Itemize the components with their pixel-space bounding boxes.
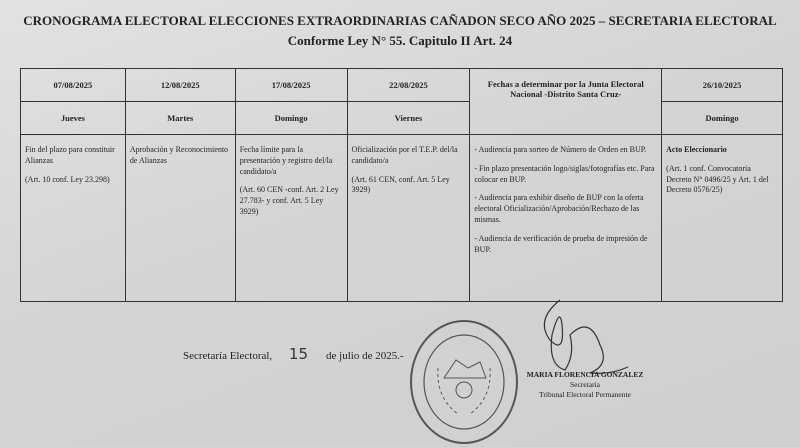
content-cell	[235, 135, 347, 302]
cell-text: - Fin plazo presentación logo/siglas/fotografías etc. Para colocar en BUP.	[474, 163, 655, 184]
cell-text: Oficialización por el T.E.P. del/la candidato/a	[351, 145, 458, 165]
cell-text: (Art. 60 CEN -conf. Art. 2 Ley 27.783- y conf. Art. 5 Ley 3929)	[239, 185, 339, 216]
date-cell: Fechas a determinar por la Junta Electoral Nacional -Distrito Santa Cruz-	[470, 69, 662, 135]
cell-text: Aprobación y Reconocimiento de Alianzas	[129, 145, 229, 165]
schedule-table	[20, 68, 783, 302]
cell-text: Fin del plazo para constituir Alianzas	[25, 145, 115, 165]
cell-text: Fecha límite para la presentación y registro del/la candidato/a	[239, 145, 333, 176]
content-cell	[125, 135, 235, 302]
date-cell: 12/08/2025	[125, 69, 235, 102]
content-cell	[21, 135, 126, 302]
signer-org: Tribunal Electoral Permanente	[539, 390, 631, 400]
date-cell: 22/08/2025	[347, 69, 470, 102]
day-cell: Domingo	[662, 102, 783, 135]
date-text: de julio de 2025.-	[326, 350, 404, 362]
day-cell: Viernes	[347, 102, 470, 135]
signer-role: Secretaria	[570, 380, 600, 390]
cell-text: (Art. 10 conf. Ley 23.298)	[25, 174, 110, 184]
day-cell: Martes	[125, 102, 235, 135]
content-cell	[347, 135, 470, 302]
signer-name: MARIA FLORENCIA GONZALEZ	[526, 370, 644, 379]
content-cell	[662, 135, 783, 302]
place-text: Secretaría Electoral,	[183, 350, 273, 362]
document-title: CRONOGRAMA ELECTORAL ELECCIONES EXTRAORDINARIAS CAÑADON SECO AÑO 2025 – SECRETARIA ELECTORAL	[23, 13, 777, 28]
date-cell: 17/08/2025	[235, 69, 347, 102]
document-header	[0, 12, 800, 50]
content-cell	[470, 135, 662, 302]
cell-text: Acto Eleccionario	[666, 145, 727, 154]
cell-text: - Audiencia de verificación de prueba de impresión de BUP.	[474, 233, 648, 254]
content-row	[21, 135, 783, 302]
day-cell: Jueves	[21, 102, 126, 135]
date-cell: 26/10/2025	[662, 69, 783, 102]
handwritten-day: 15	[288, 345, 309, 363]
cell-text: - Audiencia para sorteo de Número de Orden en BUP.	[474, 145, 647, 154]
cell-text: (Art. 61 CEN, conf. Art. 5 Ley 3929)	[351, 174, 450, 195]
date-line	[183, 345, 404, 363]
signature-block	[510, 370, 660, 400]
date-row	[21, 69, 783, 102]
date-cell: 07/08/2025	[21, 69, 126, 102]
cell-text: - Audiencia para exhibir diseño de BUP con la oferta electoral Oficialización/Aprobación/Rechazo de las mismas.	[474, 193, 644, 224]
day-cell: Domingo	[235, 102, 347, 135]
day-row	[21, 102, 783, 135]
cell-text: (Art. 1 conf. Convocatoria Decreto N° 0496/25 y Art. 1 del Decreto 0576/25)	[666, 163, 769, 195]
document-subtitle: Conforme Ley N° 55. Capitulo II Art. 24	[287, 33, 513, 48]
official-seal-icon	[408, 318, 520, 446]
